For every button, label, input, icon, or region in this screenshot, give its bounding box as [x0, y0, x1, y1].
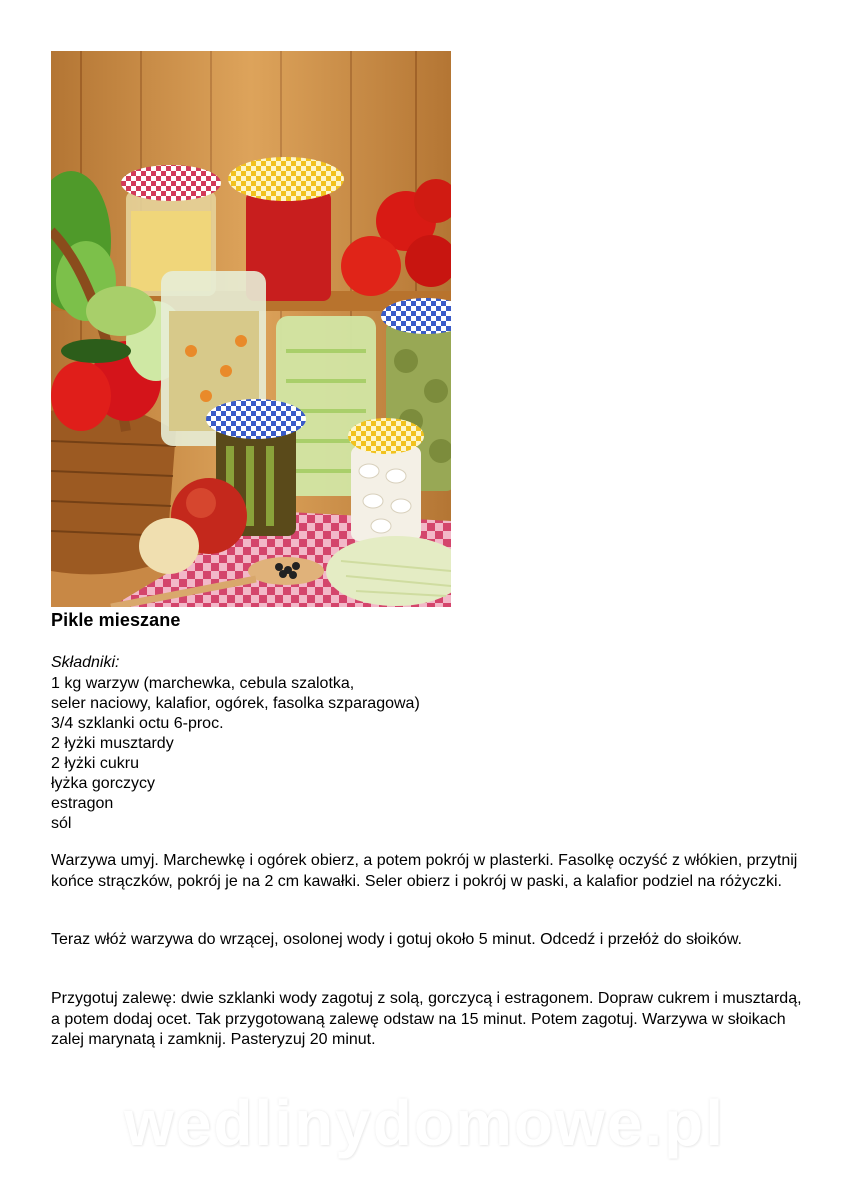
ingredient-item: łyżka gorczycy [51, 775, 156, 792]
ingredient-item: 2 łyżki musztardy [51, 735, 174, 752]
ingredient-item: 3/4 szklanki octu 6-proc. [51, 715, 224, 732]
ingredient-item: estragon [51, 795, 114, 812]
site-watermark: wedlinydomowe.pl [124, 1087, 725, 1159]
instruction-paragraph: Teraz włóż warzywa do wrzącej, osolonej wody i gotuj około 5 minut. Odcedź i przełóż do słoików. [51, 931, 742, 948]
recipe-title: Pikle mieszane [51, 610, 181, 630]
recipe-photo [51, 51, 451, 607]
ingredient-item: 2 łyżki cukru [51, 755, 140, 772]
ingredient-item: 1 kg warzyw (marchewka, cebula szalotka, [51, 675, 355, 692]
instruction-paragraph: Przygotuj zalewę: dwie szklanki wody zagotuj z solą, gorczycą i estragonem. Dopraw cukrem i musztardą, a potem dodaj ocet. Tak przygotowaną zalewę odstaw na 15 minut. Potem zagotuj. Warzywa w słoikach zalej marynatą i zamknij. Pasteryzuj 20 minut. [51, 990, 802, 1048]
ingredients-heading: Składniki: [51, 654, 120, 671]
ingredient-item: seler naciowy, kalafior, ogórek, fasolka szparagowa) [51, 695, 420, 712]
ingredients-list [51, 674, 420, 834]
ingredient-item: sól [51, 815, 72, 832]
instruction-paragraph: Warzywa umyj. Marchewkę i ogórek obierz, a potem pokrój w plasterki. Fasolkę oczyść z włókien, przytnij końce strączków, pokrój je na 2 cm kawałki. Seler obierz i pokrój w paski, a kalafior podziel na różyczki. [51, 852, 798, 890]
